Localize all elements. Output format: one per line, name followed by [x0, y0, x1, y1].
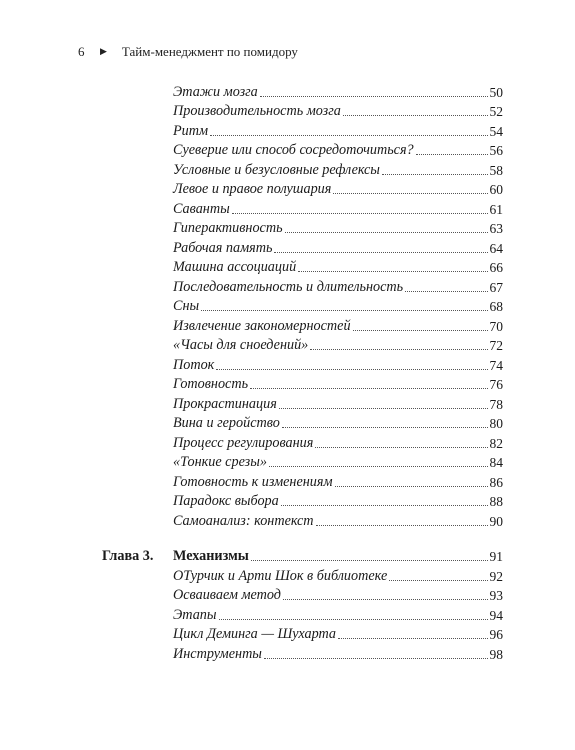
dot-leader — [201, 310, 487, 311]
chapter-label: Глава 3. — [102, 548, 154, 564]
entry-page: 68 — [489, 299, 503, 314]
toc-entry[interactable] — [173, 452, 503, 472]
entry-title: Ритм — [173, 122, 209, 139]
triangle-marker-icon: ▶ — [100, 45, 107, 56]
toc-entry[interactable] — [173, 179, 503, 199]
toc-entry[interactable] — [173, 335, 503, 355]
entry-title: Левое и правое полушария — [173, 181, 332, 197]
toc-entry[interactable] — [173, 354, 503, 374]
toc-entry[interactable] — [173, 585, 503, 605]
entry-page: 54 — [489, 123, 503, 139]
toc-entry[interactable] — [173, 81, 503, 101]
entry-page: 58 — [489, 162, 503, 178]
entry-title: Парадокс выбора — [173, 493, 279, 509]
toc-entry[interactable] — [173, 374, 503, 394]
entry-title: Вина и геройство — [173, 415, 280, 431]
toc-entry[interactable] — [173, 296, 503, 316]
entry-title: Суеверие или способ сосредоточиться? — [173, 142, 414, 158]
entry-page: 80 — [489, 416, 503, 431]
entry-title: Производительность мозга — [173, 103, 341, 119]
chapter-page: 91 — [489, 549, 503, 564]
dot-leader — [315, 447, 487, 448]
entry-title: Прокрастинация — [173, 395, 277, 412]
page-number: 6 — [78, 44, 85, 59]
dot-leader — [405, 291, 487, 292]
toc-section-after — [173, 565, 503, 663]
dot-leader — [274, 252, 487, 253]
dot-leader — [353, 330, 488, 331]
dot-leader — [210, 135, 487, 136]
dot-leader — [264, 658, 488, 659]
toc-entry[interactable] — [173, 565, 503, 585]
dot-leader — [316, 525, 488, 526]
entry-page: 84 — [489, 455, 503, 470]
entry-title: Процесс регулирования — [173, 434, 314, 451]
entry-title: Осваиваем метод — [173, 587, 281, 603]
entry-title: Гиперактивность — [173, 220, 283, 236]
toc-entry[interactable] — [173, 198, 503, 218]
toc-entry[interactable] — [173, 218, 503, 238]
entry-page: 88 — [489, 494, 503, 509]
toc-entry[interactable] — [173, 510, 503, 530]
entry-page: 78 — [489, 396, 503, 412]
dot-leader — [298, 271, 487, 272]
dot-leader — [416, 154, 488, 155]
dot-leader — [251, 560, 488, 561]
toc-entry[interactable] — [173, 604, 503, 624]
toc-entry[interactable] — [173, 276, 503, 296]
toc-entry[interactable] — [173, 237, 503, 257]
entry-page: 82 — [489, 435, 503, 451]
entry-title: Последовательность и длительность — [173, 278, 404, 295]
entry-page: 92 — [489, 568, 503, 584]
chapter-title: Механизмы — [173, 548, 249, 564]
entry-title: Сны — [173, 298, 200, 314]
toc-section-before — [173, 81, 503, 530]
entry-title: Поток — [173, 356, 215, 373]
toc-entry[interactable] — [173, 471, 503, 491]
toc-entry[interactable] — [173, 432, 503, 452]
entry-page: 74 — [489, 357, 503, 373]
dot-leader — [333, 193, 487, 194]
dot-leader — [279, 408, 488, 409]
entry-page: 86 — [489, 474, 503, 490]
entry-page: 56 — [489, 143, 503, 158]
running-header — [78, 44, 298, 60]
entry-page: 60 — [489, 182, 503, 197]
toc-entry[interactable] — [173, 140, 503, 160]
entry-title: Самоанализ: контекст — [173, 512, 314, 529]
toc-entry[interactable] — [173, 315, 503, 335]
section-gap — [173, 530, 503, 546]
entry-title: «Тонкие срезы» — [173, 454, 267, 470]
entry-page: 63 — [489, 221, 503, 236]
entry-page: 72 — [489, 338, 503, 353]
entry-title: Готовность — [173, 376, 249, 392]
dot-leader — [282, 427, 488, 428]
dot-leader — [382, 174, 488, 175]
toc-entry[interactable] — [173, 120, 503, 140]
dot-leader — [310, 349, 487, 350]
dot-leader — [338, 638, 487, 639]
entry-page: 66 — [489, 260, 503, 275]
entry-title: Машина ассоциаций — [173, 259, 297, 275]
entry-page: 61 — [489, 201, 503, 217]
entry-page: 98 — [489, 646, 503, 662]
entry-title: Рабочая память — [173, 239, 273, 256]
running-title: Тайм-менеджмент по помидору — [121, 44, 298, 59]
toc-entry[interactable] — [173, 257, 503, 277]
entry-title: Инструменты — [173, 645, 262, 662]
toc-entry[interactable] — [173, 101, 503, 121]
entry-title: Готовность к изменениям — [173, 473, 333, 490]
toc-entry[interactable] — [173, 624, 503, 644]
dot-leader — [232, 213, 488, 214]
dot-leader — [389, 580, 487, 581]
dot-leader — [260, 96, 488, 97]
dot-leader — [269, 466, 488, 467]
toc-entry[interactable] — [173, 393, 503, 413]
entry-page: 90 — [489, 513, 503, 529]
dot-leader — [219, 619, 488, 620]
entry-page: 67 — [489, 279, 503, 295]
entry-page: 50 — [489, 84, 503, 100]
toc-entry[interactable] — [173, 643, 503, 663]
entry-title: ОТурчик и Арти Шок в библиотеке — [173, 567, 388, 584]
entry-page: 96 — [489, 627, 503, 642]
entry-title: «Часы для сноедений» — [173, 337, 309, 353]
entry-page: 93 — [489, 588, 503, 603]
toc-entry[interactable] — [173, 159, 503, 179]
toc-chapter-row[interactable] — [102, 546, 503, 566]
dot-leader — [285, 232, 488, 233]
dot-leader — [283, 599, 488, 600]
entry-page: 52 — [489, 104, 503, 119]
table-of-contents — [102, 81, 503, 663]
toc-entry[interactable] — [173, 491, 503, 511]
entry-title: Этапы — [173, 606, 217, 623]
entry-title: Извлечение закономерностей — [173, 317, 351, 334]
dot-leader — [343, 115, 488, 116]
entry-page: 64 — [489, 240, 503, 256]
dot-leader — [216, 369, 487, 370]
toc-entry[interactable] — [173, 413, 503, 433]
dot-leader — [281, 505, 488, 506]
entry-title: Условные и безусловные рефлексы — [173, 161, 380, 178]
entry-title: Этажи мозга — [173, 83, 258, 100]
entry-page: 94 — [489, 607, 503, 623]
entry-title: Цикл Деминга — Шухарта — [173, 626, 337, 642]
dot-leader — [335, 486, 488, 487]
entry-page: 76 — [489, 377, 503, 392]
dot-leader — [250, 388, 487, 389]
entry-title: Саванты — [173, 200, 230, 217]
entry-page: 70 — [489, 318, 503, 334]
